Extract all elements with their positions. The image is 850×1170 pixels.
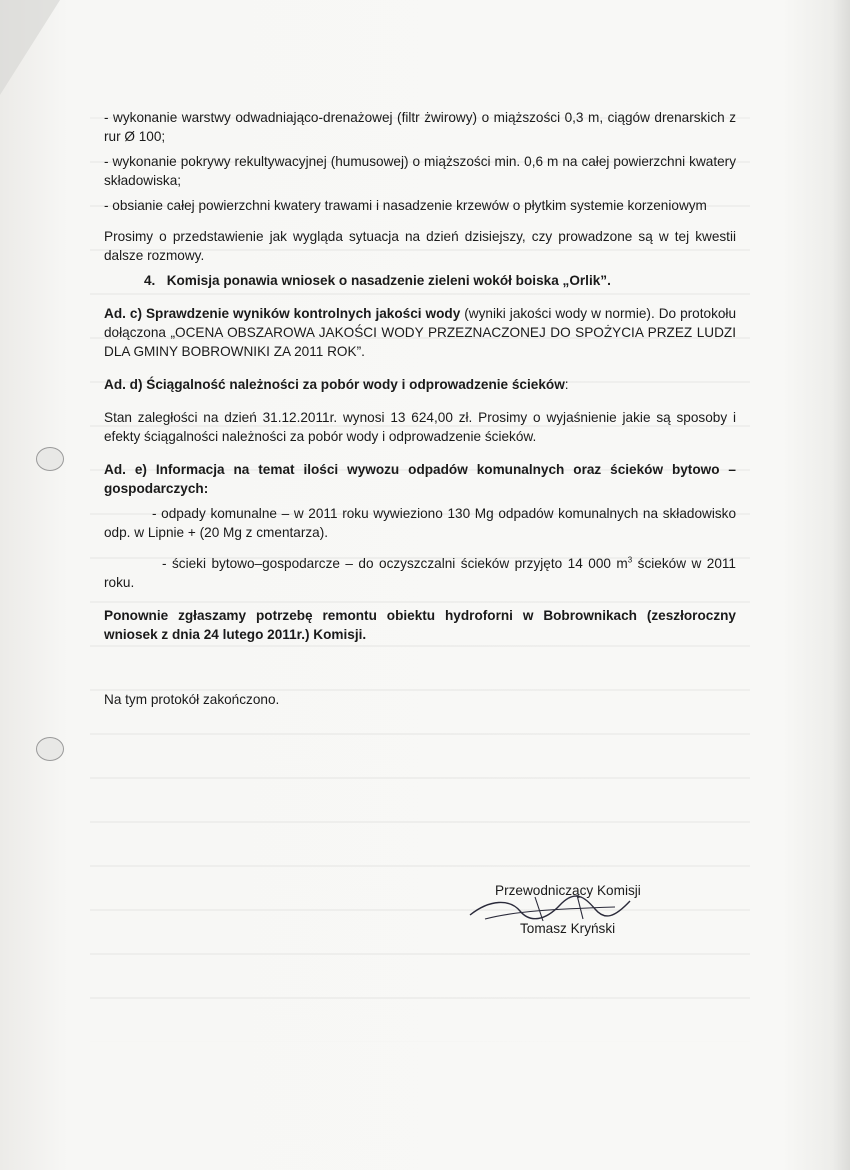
closing-request: Ponownie zgłaszamy potrzebę remontu obiektu hydroforni w Bobrownikach (zeszłoroczny wniosek z dnia 24 lutego 2011r.) Komisji. bbox=[104, 608, 736, 642]
bullet-cover: - wykonanie pokrywy rekultywacyjnej (humusowej) o miąższości min. 0,6 m na całej powierzchni kwatery składowiska; bbox=[104, 154, 736, 188]
signature-title: Przewodniczący Komisji bbox=[495, 883, 641, 898]
punch-hole-top bbox=[36, 447, 64, 471]
signature-block bbox=[495, 883, 655, 943]
item-4 bbox=[104, 271, 736, 290]
page-edge-shadow bbox=[832, 0, 850, 1170]
punch-hole-bottom bbox=[36, 737, 64, 761]
section-ad-d-heading bbox=[104, 375, 736, 394]
sewage-text-b: ścieków w 2011 roku. bbox=[104, 556, 736, 590]
section-ad-d-colon: : bbox=[564, 377, 569, 392]
section-ad-c-heading: Ad. c) Sprawdzenie wyników kontrolnych jakości wody bbox=[104, 306, 461, 321]
section-ad-c bbox=[104, 304, 736, 361]
section-ad-e-waste: - odpady komunalne – w 2011 roku wywieziono 130 Mg odpadów komunalnych na składowisko odp. w Lipnie + (20 Mg z cmentarza). bbox=[104, 506, 736, 540]
section-ad-e-heading: Ad. e) Informacja na temat ilości wywozu odpadów komunalnych oraz ścieków bytowo – gospodarczych: bbox=[104, 462, 736, 496]
bullet-planting: - obsianie całej powierzchni kwatery trawami i nasadzenie krzewów o płytkim systemie korzeniowym bbox=[104, 198, 707, 213]
item-4-text: Komisja ponawia wniosek o nasadzenie zieleni wokół boiska „Orlik”. bbox=[166, 273, 611, 288]
section-ad-c-body: (wyniki jakości wody w normie). Do protokołu dołączona „OCENA OBSZAROWA JAKOŚCI WODY PRZEZNACZONEJ DO SPOŻYCIA PRZEZ LUDZI DLA GMINY BOBROWNIKI ZA 2011 ROK”. bbox=[104, 306, 737, 359]
page-corner-fold bbox=[0, 0, 60, 95]
closing-line: Na tym protokół zakończono. bbox=[104, 692, 280, 707]
bullet-drainage: - wykonanie warstwy odwadniająco-drenażowej (filtr żwirowy) o miąższości 0,3 m, ciągów drenarskich z rur Ø 100; bbox=[104, 110, 736, 144]
section-ad-d-body: Stan zaległości na dzień 31.12.2011r. wynosi 13 624,00 zł. Prosimy o wyjaśnienie jakie są sposoby i efekty ściągalności należności za pobór wody i odprowadzenie ścieków. bbox=[104, 410, 736, 444]
section-ad-d-title: Ad. d) Ściągalność należności za pobór wody i odprowadzenie ścieków bbox=[104, 377, 565, 392]
paragraph-status-request: Prosimy o przedstawienie jak wygląda sytuacja na dzień dzisiejszy, czy prowadzone są w tej kwestii dalsze rozmowy. bbox=[104, 229, 736, 263]
section-ad-e-sewage bbox=[104, 554, 736, 592]
sewage-unit-sup: 3 bbox=[627, 555, 633, 565]
document-body bbox=[104, 108, 736, 709]
item-4-number: 4. bbox=[144, 273, 156, 288]
sewage-text-a: - ścieki bytowo–gospodarcze – do oczyszczalni ścieków przyjęto 14 000 m bbox=[162, 556, 628, 571]
signature-name: Tomasz Kryński bbox=[520, 921, 616, 936]
